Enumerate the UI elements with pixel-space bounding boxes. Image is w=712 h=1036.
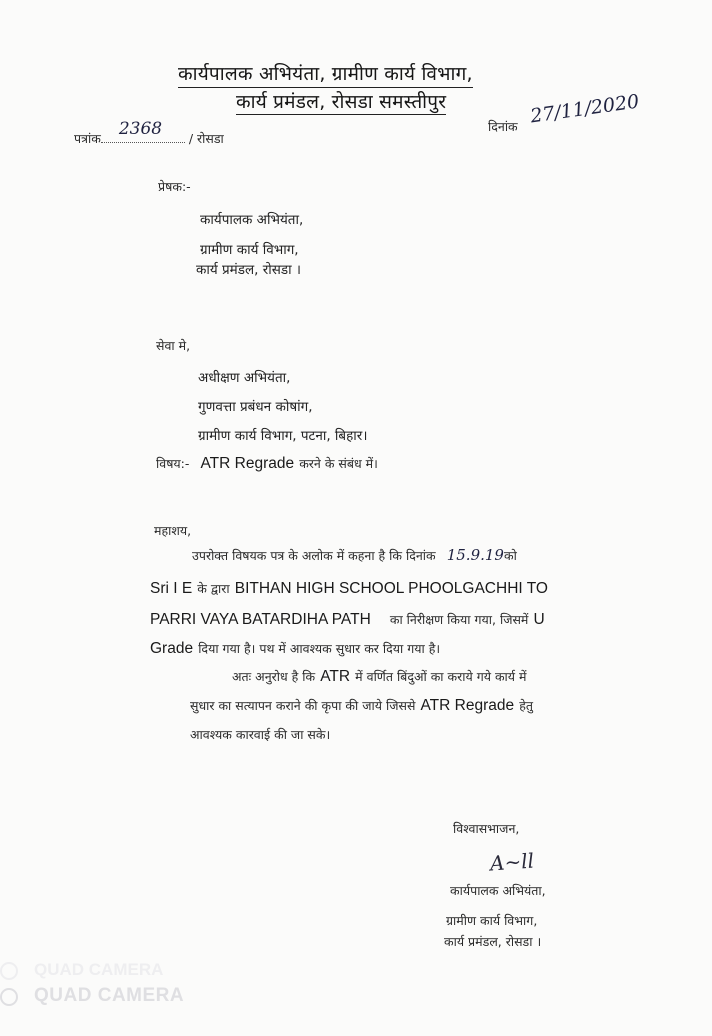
- subject-rest: करने के संबंध में।: [299, 456, 378, 471]
- subject-highlight: ATR Regrade: [200, 455, 295, 472]
- inspector-name: Sri I E: [150, 580, 193, 597]
- body-line-3-mid: का निरीक्षण किया गया, जिसमें: [389, 612, 529, 627]
- reference-number-value: 2368: [118, 119, 163, 139]
- camera-watermark-icon: [0, 988, 18, 1006]
- grade-word: Grade: [150, 640, 194, 657]
- body-line-2: [150, 578, 548, 598]
- body-line-2-mid: के द्वारा: [197, 581, 230, 596]
- header-line-1: कार्यपालक अभियंता, ग्रामीण कार्य विभाग,: [178, 60, 473, 88]
- body-line-6: [190, 695, 533, 715]
- salutation: महाशय,: [154, 523, 192, 538]
- body-line-5: [232, 666, 527, 686]
- body-line-1-end: को: [503, 548, 517, 563]
- signatory-line-2: ग्रामीण कार्य विभाग,: [446, 913, 538, 928]
- sender-line-3: कार्य प्रमंडल, रोसडा ।: [196, 262, 301, 278]
- subject-line: [156, 453, 378, 473]
- sender-line-2: ग्रामीण कार्य विभाग,: [200, 242, 299, 258]
- body-line-5-a: अतः अनुरोध है कि: [232, 669, 316, 684]
- header-line-2-text: कार्य प्रमंडल, रोसडा समस्तीपुर: [236, 91, 447, 113]
- sender-label: प्रेषक:-: [158, 179, 191, 194]
- recipient-line-2: गुणवत्ता प्रबंधन कोषांग,: [198, 399, 313, 415]
- reference-number: [74, 119, 224, 147]
- camera-watermark: QUAD CAMERA: [34, 985, 185, 1006]
- date-value: 27/11/2020: [529, 90, 641, 128]
- body-line-4-text: दिया गया है। पथ में आवश्यक सुधार कर दिया गया है।: [198, 641, 441, 656]
- subject-label: विषय:-: [156, 456, 190, 471]
- sender-line-1: कार्यपालक अभियंता,: [200, 212, 304, 228]
- valediction: विश्वासभाजन,: [453, 821, 520, 836]
- signatory-line-1: कार्यपालक अभियंता,: [450, 883, 546, 898]
- reference-label: पत्रांक: [74, 131, 101, 146]
- atr-regrade-term: ATR Regrade: [420, 697, 515, 714]
- camera-watermark-ghost-icon: [0, 962, 18, 980]
- body-line-7: आवश्यक कारवाई की जा सके।: [190, 727, 331, 742]
- recipient-line-3: ग्रामीण कार्य विभाग, पटना, बिहार।: [198, 428, 368, 444]
- date-label: दिनांक: [488, 119, 518, 134]
- reference-dotline: [101, 119, 185, 143]
- reference-suffix: / रोसडा: [188, 131, 224, 146]
- signatory-line-3: कार्य प्रमंडल, रोसडा ।: [444, 934, 542, 949]
- grade-value: U: [533, 611, 545, 628]
- body-line-6-c: हेतु: [519, 698, 533, 713]
- road-name-part-2: PARRI VAYA BATARDIHA PATH: [150, 611, 371, 628]
- body-line-5-c: में वर्णित बिंदुओं का कराये गये कार्य में: [355, 669, 527, 684]
- body-line-1: [192, 545, 517, 564]
- atr-term: ATR: [320, 668, 351, 685]
- body-line-3: [150, 609, 545, 629]
- recipient-line-1: अधीक्षण अभियंता,: [198, 370, 291, 386]
- recipient-label: सेवा मे,: [156, 338, 191, 353]
- header-line-2: [236, 88, 446, 114]
- signature: A~ll: [489, 848, 535, 876]
- body-line-6-a: सुधार का सत्यापन कराने की कृपा की जाये जिससे: [190, 698, 416, 713]
- body-line-4: [150, 638, 440, 658]
- body-line-1-text: उपरोक्त विषयक पत्र के अलोक में कहना है कि दिनांक: [192, 548, 436, 563]
- camera-watermark-ghost: QUAD CAMERA: [34, 960, 164, 979]
- inspection-date: 15.9.19: [446, 546, 504, 564]
- road-name-part-1: BITHAN HIGH SCHOOL PHOOLGACHHI TO: [234, 580, 548, 597]
